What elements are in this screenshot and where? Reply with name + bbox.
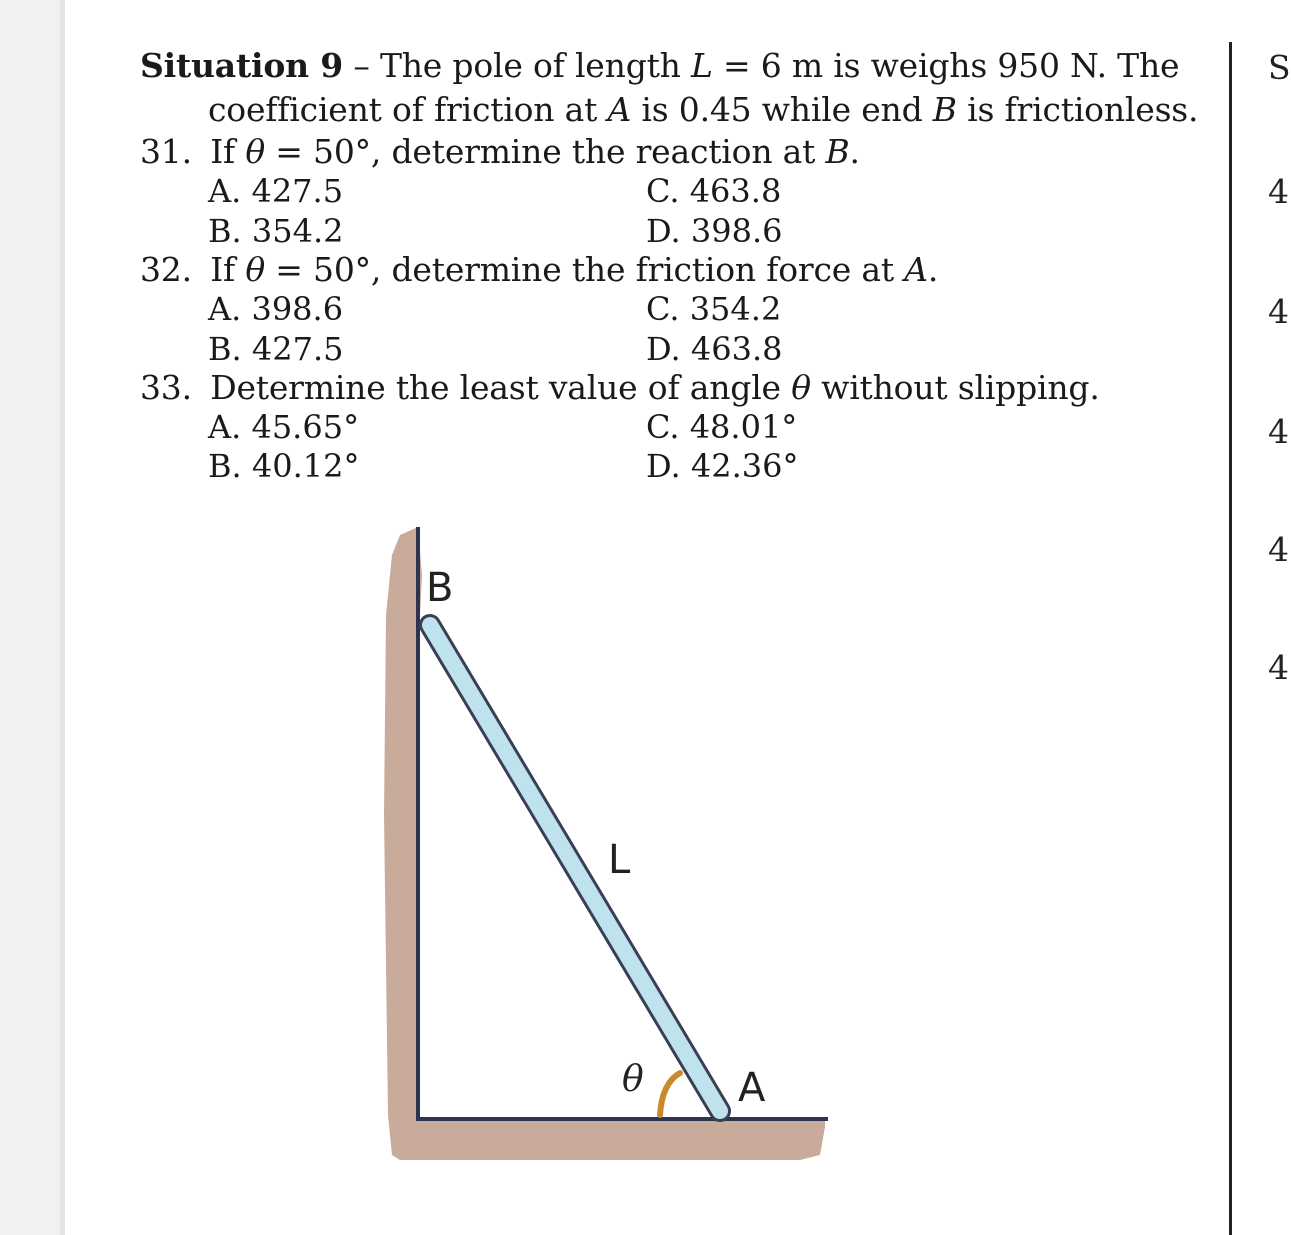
question-text: Determine the least value of angle xyxy=(210,368,792,407)
next-column-item: 4 xyxy=(1268,648,1289,687)
choice-32-a: A. 398.6 xyxy=(208,290,344,328)
next-column-item: 4 xyxy=(1268,292,1289,331)
choice-33-d: D. 42.36° xyxy=(646,447,799,485)
choice-33-b: B. 40.12° xyxy=(208,447,360,485)
var-L: L xyxy=(691,46,713,85)
next-column-item: 4 xyxy=(1268,412,1289,451)
var-A: A xyxy=(607,90,632,129)
theta-symbol: θ xyxy=(791,368,811,407)
choice-32-d: D. 463.8 xyxy=(646,330,783,368)
choice-31-c: C. 463.8 xyxy=(646,172,782,210)
next-column-header: S xyxy=(1268,48,1291,87)
situation-text: coefficient of friction at xyxy=(208,90,608,129)
label-a: A xyxy=(738,1065,766,1111)
question-number: 31. xyxy=(140,132,192,171)
situation-statement-line-2 xyxy=(208,90,1198,130)
question-number: 32. xyxy=(140,250,192,289)
pole-wall-diagram xyxy=(370,515,840,1175)
question-32 xyxy=(140,250,938,290)
label-l: L xyxy=(608,837,631,883)
situation-text: is 0.45 while end xyxy=(631,90,933,129)
label-theta: θ xyxy=(622,1059,644,1100)
choice-32-b: B. 427.5 xyxy=(208,330,344,368)
next-column-item: 4 xyxy=(1268,530,1289,569)
column-divider xyxy=(1229,42,1232,1235)
theta-symbol: θ xyxy=(245,132,265,171)
var-B: B xyxy=(825,132,850,171)
theta-symbol: θ xyxy=(245,250,265,289)
question-text: = 50°, determine the reaction at xyxy=(265,132,826,171)
question-text: If xyxy=(210,250,246,289)
choice-33-c: C. 48.01° xyxy=(646,408,798,446)
var-A: A xyxy=(904,250,928,289)
var-B: B xyxy=(932,90,957,129)
question-text: . xyxy=(927,250,939,289)
situation-text: is frictionless. xyxy=(956,90,1199,129)
question-text: = 50°, determine the friction force at xyxy=(265,250,905,289)
situation-dash: – xyxy=(353,46,370,85)
choice-31-d: D. 398.6 xyxy=(646,212,783,250)
viewer-left-gutter xyxy=(0,0,60,1235)
question-31 xyxy=(140,132,860,172)
question-text: If xyxy=(210,132,246,171)
question-33 xyxy=(140,368,1100,408)
pole-body xyxy=(430,625,720,1111)
situation-text: The pole of length xyxy=(379,46,692,85)
angle-arc xyxy=(660,1073,680,1115)
situation-text: = 6 m is weighs 950 N. The xyxy=(712,46,1180,85)
choice-31-a: A. 427.5 xyxy=(208,172,344,210)
choice-32-c: C. 354.2 xyxy=(646,290,782,328)
next-column-item: 4 xyxy=(1268,172,1289,211)
label-b: B xyxy=(426,565,454,611)
choice-31-b: B. 354.2 xyxy=(208,212,344,250)
situation-title: Situation 9 xyxy=(140,46,344,85)
situation-statement-line-1 xyxy=(140,46,1179,86)
question-number: 33. xyxy=(140,368,192,407)
question-text: . xyxy=(849,132,860,171)
question-text: without slipping. xyxy=(810,368,1100,407)
choice-33-a: A. 45.65° xyxy=(208,408,360,446)
